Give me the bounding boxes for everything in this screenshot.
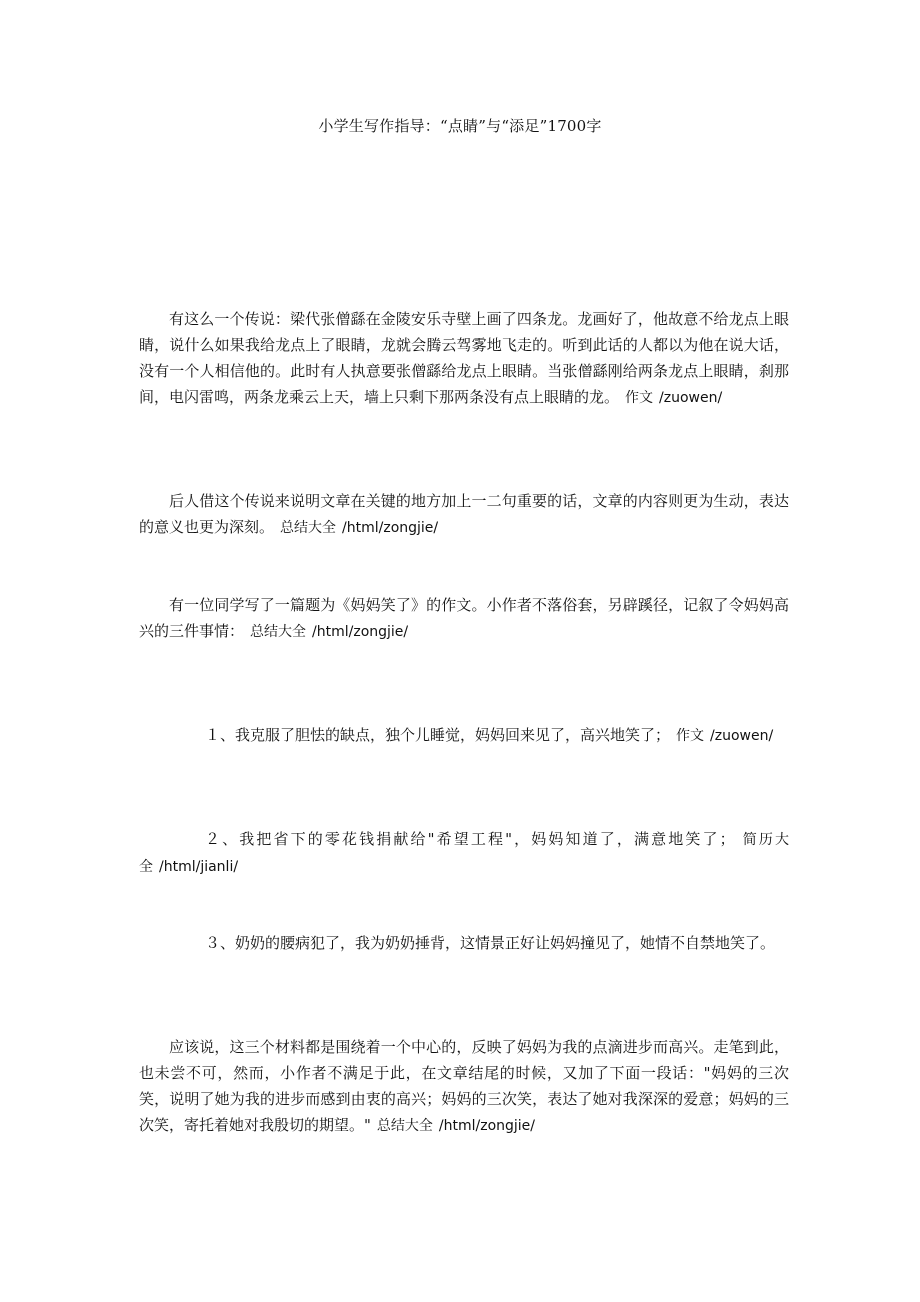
paragraph-conclusion — [139, 1034, 789, 1139]
category-tag — [280, 520, 438, 536]
tag-label: 总结大全 — [280, 520, 337, 536]
tag-path: /html/zongjie/ — [342, 520, 439, 536]
document-title: 小学生写作指导：“点睛”与“添足”1700字 — [318, 117, 602, 135]
tag-label: 总结大全 — [376, 1118, 433, 1134]
list-item-1 — [139, 722, 789, 749]
category-tag — [676, 728, 773, 744]
category-tag — [377, 1118, 535, 1134]
tag-label: 总结大全 — [250, 624, 307, 640]
tag-path: /html/zongjie/ — [312, 624, 409, 640]
list-item-3 — [139, 930, 789, 956]
tag-path: /html/jianli/ — [159, 859, 239, 875]
tag-label: 作文 — [625, 390, 654, 406]
list-item-2 — [139, 826, 789, 880]
category-tag — [250, 624, 408, 640]
category-tag — [625, 390, 722, 406]
paragraph-text: 应该说，这三个材料都是围绕着一个中心的，反映了妈妈为我的点滴进步而高兴。走笔到此，也未尝不可，然而，小作者不满足于此，在文章结尾的时候，又加了下面一段话："妈妈的三次笑，说明了她为我的进步而感到由衷的高兴；妈妈的三次笑，表达了她对我深深的爱意；妈妈的三次笑，寄托着她对我殷切的期望。" — [139, 1038, 789, 1134]
paragraph-text: 有一位同学写了一篇题为《妈妈笑了》的作文。小作者不落俗套，另辟蹊径，记叙了令妈妈高兴的三件事情： — [139, 596, 789, 640]
tag-path: /zuowen/ — [659, 390, 723, 406]
tag-path: /zuowen/ — [710, 728, 774, 744]
paragraph-text: 后人借这个传说来说明文章在关键的地方加上一二句重要的话，文章的内容则更为生动，表达的意义也更为深刻。 — [139, 492, 789, 536]
paragraph-text: ２、我把省下的零花钱捐献给"希望工程"，妈妈知道了，满意地笑了； — [205, 830, 735, 848]
paragraph-explanation — [139, 488, 789, 541]
tag-label: 简历大全 — [139, 832, 789, 875]
paragraph-text: 有这么一个传说：梁代张僧繇在金陵安乐寺壁上画了四条龙。龙画好了，他故意不给龙点上眼睛，说什么如果我给龙点上了眼睛，龙就会腾云驾雾地飞走的。听到此话的人都以为他在说大话，没有一个人相信他的。此时有人执意要张僧繇给龙点上眼睛。当张僧繇刚给两条龙点上眼睛，刹那间，电闪雷鸣，两条龙乘云上天，墙上只剩下那两条没有点上眼睛的龙。 — [139, 310, 789, 406]
paragraph-text: ３、奶奶的腰病犯了，我为奶奶捶背，这情景正好让妈妈撞见了，她情不自禁地笑了。 — [205, 934, 776, 952]
tag-label: 作文 — [676, 728, 705, 744]
tag-path: /html/zongjie/ — [438, 1118, 536, 1134]
paragraph-legend — [139, 306, 789, 411]
paragraph-text: １、我克服了胆怯的缺点，独个儿睡觉，妈妈回来见了，高兴地笑了； — [205, 726, 671, 744]
paragraph-example-intro — [139, 592, 789, 645]
